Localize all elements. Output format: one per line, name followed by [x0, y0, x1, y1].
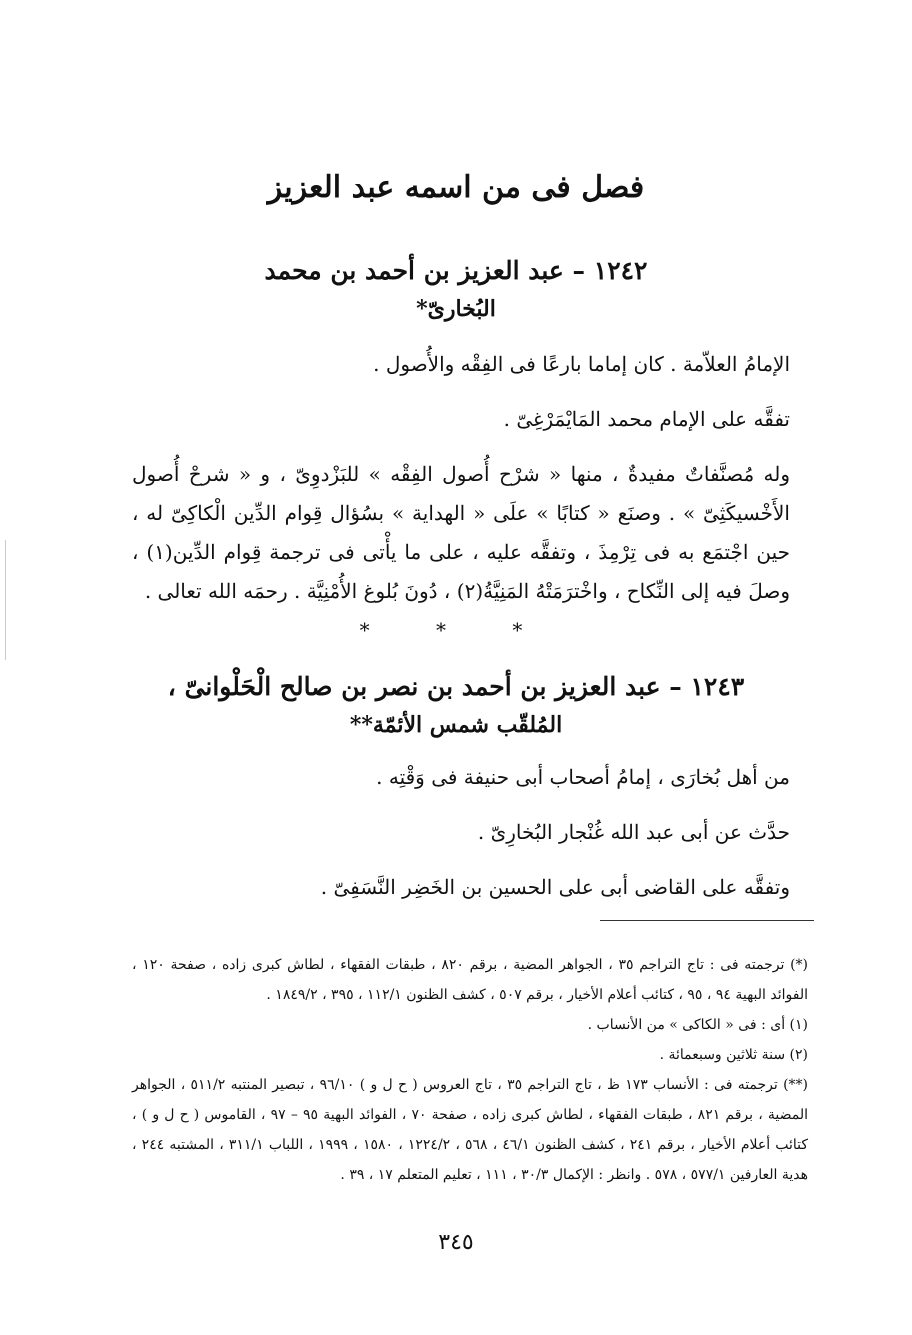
entry-heading-title: المُلقّب شمس الأئمّة** — [349, 712, 563, 738]
footnote-item: (٢) سنة ثلاثين وسبعمائة . — [659, 1047, 808, 1063]
entry-paragraph: تفقَّه على الإمام محمد المَايْمَرْغِىّ . — [503, 407, 790, 431]
entry-paragraph: وله مُصنَّفاتٌ مفيدةٌ ، منها « شرْح أُصول الفِقْه » للبَزْدوِىّ ، و « شرحْ أُصول الأَخْسيكَثِىّ » . وصنَع « كتابًا » علَى « الهداية » بسُؤال قِوام الدِّين الْكاكِىّ له ، حين اجْتمَع به فى تِرْمِذَ ، وتفقَّه عليه ، على ما يأْتى فى ترجمة قِوام الدِّين(١) ، وصلَ فيه إلى النِّكاح ، واخْترَمَتْهُ المَنِيَّةُ(٢) ، دُونَ بُلوغ الأُمْنِيَّة . رحمَه الله تعالى . — [132, 462, 790, 603]
entry-1242-heading — [120, 252, 792, 328]
footnote-item: (**) ترجمته فى : الأنساب ١٧٣ ظ ، تاج التراجم ٣٥ ، تاج العروس ( ح ل و ) ٩٦/١٠ ، تبصير المنتبه ٥١١/٢ ، الجواهر المضية ، برقم ٨٢١ ، طبقات الفقهاء ، لطاش كبرى زاده ، صفحة ٧٠ ، الفوائد البهية ٩٥ – ٩٧ ، القاموس ( ح ل و ) ، كتائب أعلام الأخيار ، برقم ٢٤١ ، كشف الظنون ٤٦/١ ، ٥٦٨ ، ١٢٢٤/٢ ، ١٥٨٠ ، ١٩٩٩ ، اللباب ٣١١/١ ، المشتبه ٢٤٤ ، هدية العارفين ٥٧٧/١ ، ٥٧٨ . وانظر : الإكمال ٣٠/٣ ، ١١١ ، تعليم المتعلم ١٧ ، ٣٩ . — [132, 1077, 809, 1183]
footnotes — [132, 950, 808, 1190]
page-number: ٣٤٥ — [438, 1230, 474, 1255]
entry-paragraph: وتفقَّه على القاضى أبى على الحسين بن الخَضِر النَّسَفِىّ . — [320, 875, 790, 899]
entry-heading-nisba: البُخارىّ* — [416, 296, 496, 322]
page-edge-mark — [5, 540, 6, 660]
entry-1242-body — [132, 345, 790, 611]
entry-paragraph: من أهل بُخارَى ، إمامُ أصحاب أبى حنيفة فى وَقْتِه . — [376, 765, 790, 789]
footnote-item: (*) ترجمته فى : تاج التراجم ٣٥ ، الجواهر المضية ، برقم ٨٢٠ ، طبقات الفقهاء ، لطاش كبرى زاده ، صفحة ١٢٠ ، الفوائد البهية ٩٤ ، ٩٥ ، كتائب أعلام الأخيار ، برقم ٥٠٧ ، كشف الظنون ١١٢/١ ، ٣٩٥ ، ١٨٤٩/٢ . — [132, 957, 809, 1003]
section-separator: * * * — [359, 618, 553, 642]
entry-1243-body — [132, 758, 790, 907]
entry-heading-name: ١٢٤٢ – عبد العزيز بن أحمد بن محمد — [264, 256, 648, 285]
chapter-title: فصل فى من اسمه عبد العزيز — [267, 170, 645, 205]
entry-1243-heading — [120, 668, 792, 744]
entry-paragraph: الإمامُ العلاّمة . كان إماما بارعًا فى الفِقْه والأُصول . — [373, 352, 790, 376]
footnote-item: (١) أى : فى « الكاكى » من الأنساب . — [587, 1017, 808, 1033]
entry-paragraph: حدَّث عن أبى عبد الله غُنْجار البُخارِىّ . — [477, 820, 790, 844]
entry-heading-name: ١٢٤٣ – عبد العزيز بن أحمد بن نصر بن صالح الْحَلْوانىّ ، — [167, 672, 745, 701]
footnote-divider — [600, 920, 814, 921]
